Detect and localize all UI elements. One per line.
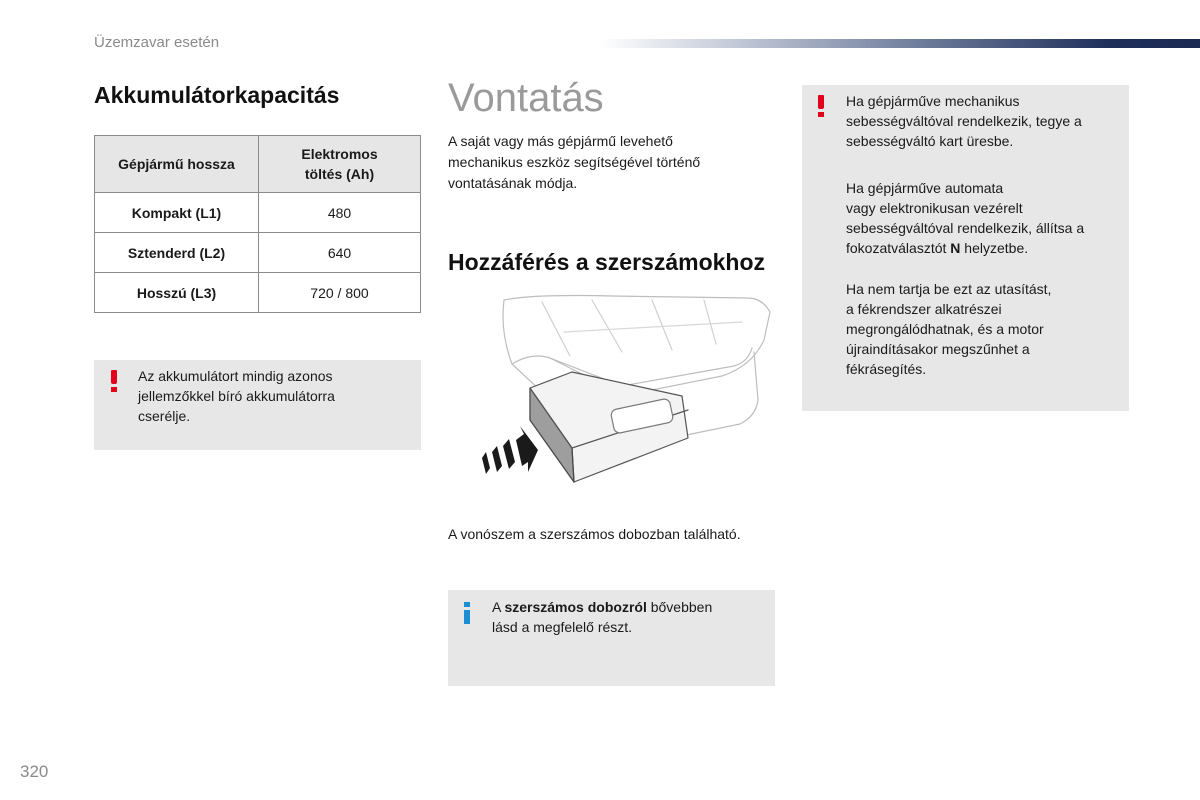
info-suffix: bővebben — [646, 599, 713, 615]
towing-intro-line: mechanikus eszköz segítségével történő — [448, 154, 701, 170]
header-gradient-bar — [600, 39, 1200, 48]
neutral-position-label: N — [950, 240, 961, 256]
warning-line — [846, 238, 1121, 258]
table-cell-value: 480 — [259, 193, 421, 233]
warning-line: Ha gépjárműve automata — [846, 180, 1004, 196]
warning-exclamation-icon — [111, 370, 117, 392]
towing-intro-line: A saját vagy más gépjármű levehető — [448, 133, 673, 149]
tools-access-heading: Hozzáférés a szerszámokhoz — [448, 249, 766, 275]
battery-capacity-heading: Akkumulátorkapacitás — [94, 82, 340, 108]
warning-line: a fékrendszer alkatrészei — [846, 301, 1002, 317]
gearbox-warning-box — [802, 85, 1129, 411]
towing-heading: Vontatás — [448, 76, 604, 120]
warning-line: sebességváltóval rendelkezik, tegye a — [846, 113, 1082, 129]
page-number: 320 — [20, 762, 49, 781]
table-row — [95, 273, 421, 313]
towing-intro-line: vontatásának módja. — [448, 175, 578, 191]
gearbox-warning-text — [846, 91, 1121, 379]
tool-location-caption: A vonószem a szerszámos dobozban található. — [448, 526, 741, 542]
warning-line: vagy elektronikusan vezérelt — [846, 200, 1023, 216]
tool-box-info-text — [492, 597, 762, 637]
battery-warning-line: Az akkumulátort mindig azonos — [138, 368, 333, 384]
table-cell-label: Kompakt (L1) — [95, 193, 259, 233]
table-cell-label: Hosszú (L3) — [95, 273, 259, 313]
info-line: lásd a megfelelő részt. — [492, 619, 633, 635]
warning-line: Ha gépjárműve mechanikus — [846, 93, 1020, 109]
table-header-charge-line1: Elektromos — [301, 146, 378, 162]
tool-box-info-box — [448, 590, 775, 686]
table-row — [95, 193, 421, 233]
table-cell-value: 720 / 800 — [259, 273, 421, 313]
battery-warning-box — [94, 360, 421, 450]
info-icon — [464, 602, 470, 624]
table-header-charge-line2: töltés (Ah) — [304, 166, 375, 182]
warning-line: sebességváltóval rendelkezik, állítsa a — [846, 220, 1085, 236]
warning-line: újraindításakor megszűnhet a — [846, 341, 1030, 357]
tool-box-under-seat-illustration — [472, 292, 777, 492]
table-header-row — [95, 136, 421, 193]
table-header-charge — [259, 136, 421, 193]
warning-line: Ha nem tartja be ezt az utasítást, — [846, 281, 1052, 297]
section-title: Üzemzavar esetén — [94, 34, 220, 51]
table-cell-value: 640 — [259, 233, 421, 273]
warning-text-suffix: helyzetbe. — [960, 240, 1029, 256]
battery-warning-line: jellemzőkkel bíró akkumulátorra — [138, 388, 335, 404]
warning-exclamation-icon — [818, 95, 824, 117]
table-row — [95, 233, 421, 273]
info-bold-term: szerszámos dobozról — [504, 599, 647, 615]
table-header-vehicle-length: Gépjármű hossza — [95, 136, 259, 193]
warning-line: sebességváltó kart üresbe. — [846, 133, 1014, 149]
info-line — [492, 597, 762, 617]
battery-warning-text — [138, 366, 408, 426]
battery-capacity-table — [94, 135, 421, 313]
warning-text-prefix: fokozatválasztót — [846, 240, 951, 256]
table-cell-label: Sztenderd (L2) — [95, 233, 259, 273]
warning-line: fékrásegítés. — [846, 361, 927, 377]
towing-intro — [448, 131, 748, 194]
battery-warning-line: cserélje. — [138, 408, 191, 424]
info-prefix: A — [492, 599, 505, 615]
warning-line: megrongálódhatnak, és a motor — [846, 321, 1044, 337]
